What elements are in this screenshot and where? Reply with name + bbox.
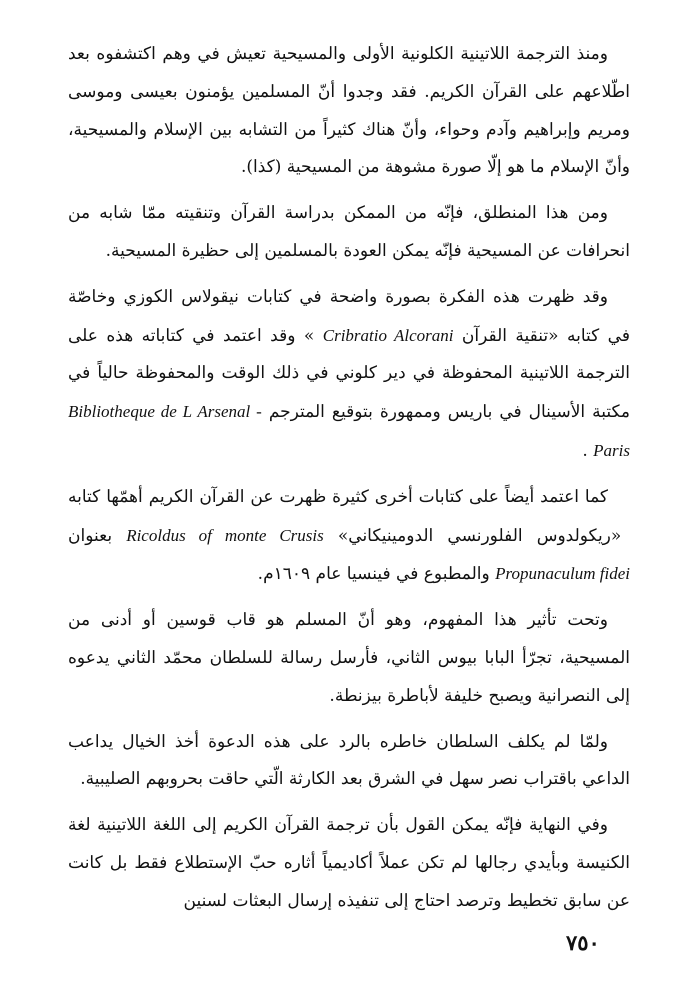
paragraph-3-text-a: وقد ظهرت هذه الفكرة بصورة واضحة في كتابات نيقولاس الكوزي وخاصّة في كتابه «تنقية القرآن	[68, 286, 630, 346]
paragraph-2	[68, 195, 630, 271]
latin-title-cribratio: Cribratio Alcorani	[322, 325, 454, 345]
paragraph-1-text: ومنذ الترجمة اللاتينية الكلونية الأولى والمسيحية تعيش في وهم اكتشفوه بعد اطّلاعهم على القرآن الكريم. فقد وجدوا أنّ المسلمين يؤمنون بعيسى وموسى ومريم وإبراهيم وآدم وحواء، وأنّ هناك كثيراً من التشابه بين الإسلام والمسيحية، وأنّ الإسلام ما هو إلّا صورة مشوهة من المسيحية (كذا).	[68, 44, 630, 178]
paragraph-7-text: وفي النهاية فإنّه يمكن القول بأن ترجمة القرآن الكريم إلى اللغة اللاتينية لغة الكنيسة وبأيدي رجالها لم تكن عملاً أكاديمياً أثاره حبّ الإستطلاع فقط بل كانت عن سابق تخطيط وترصد احتاج إلى تنفيذه إرسال البعثات لسنين	[68, 815, 630, 911]
paragraph-6	[68, 724, 630, 800]
latin-library-name: Bibliotheque de L Arsenal - Paris	[68, 402, 630, 460]
paragraph-4-text-b: بعنوان	[68, 525, 113, 546]
paragraph-3-text-c: .	[582, 440, 588, 461]
paragraph-3-text-b: » وقد اعتمد في كتاباته هذه على الترجمة اللاتينية المحفوظة في دير كلوني في ذلك الوقت والمحفوظة حالياً في مكتبة الأسينال في باريس وممهورة بتوقيع المترجم	[68, 325, 631, 423]
paragraph-1	[68, 36, 630, 187]
paragraph-7	[68, 807, 630, 920]
paragraph-4-text-a: كما اعتمد أيضاً على كتابات أخرى كثيرة ظهرت عن القرآن الكريم أهمّها كتابه «ريكولدوس الفلورنسي الدومينيكاني»	[68, 486, 622, 546]
paragraph-2-text: ومن هذا المنطلق، فإنّه من الممكن بدراسة القرآن وتنقيته ممّا شابه من انحرافات عن المسيحية فإنّه يمكن العودة بالمسلمين إلى حظيرة المسيحية.	[68, 203, 630, 261]
latin-title-propunaculum: Propunaculum fidei	[495, 564, 630, 584]
latin-name-ricoldus: Ricoldus of monte Crusis	[126, 525, 324, 545]
paragraph-3	[68, 279, 630, 471]
paragraph-6-text: ولمّا لم يكلف السلطان خاطره بالرد على هذه الدعوة أخذ الخيال يداعب الداعي باقتراب نصر سهل في الشرق بعد الكارثة الّتي حاقت بحروبهم الصليبية.	[68, 731, 630, 790]
page-number: ٧٥٠	[566, 930, 600, 955]
paragraph-4-text-c: والمطبوع في فينسيا عام ١٦٠٩م.	[257, 564, 490, 585]
page-body	[68, 36, 630, 929]
paragraph-4	[68, 479, 630, 594]
paragraph-5	[68, 602, 630, 715]
paragraph-5-text: وتحت تأثير هذا المفهوم، وهو أنّ المسلم هو قاب قوسين أو أدنى من المسيحية، تجرّأ البابا بيوس الثاني، فأرسل رسالة للسلطان محمّد الثاني يدعوه إلى النصرانية ويصبح خليفة لأباطرة بيزنطة.	[68, 610, 630, 706]
